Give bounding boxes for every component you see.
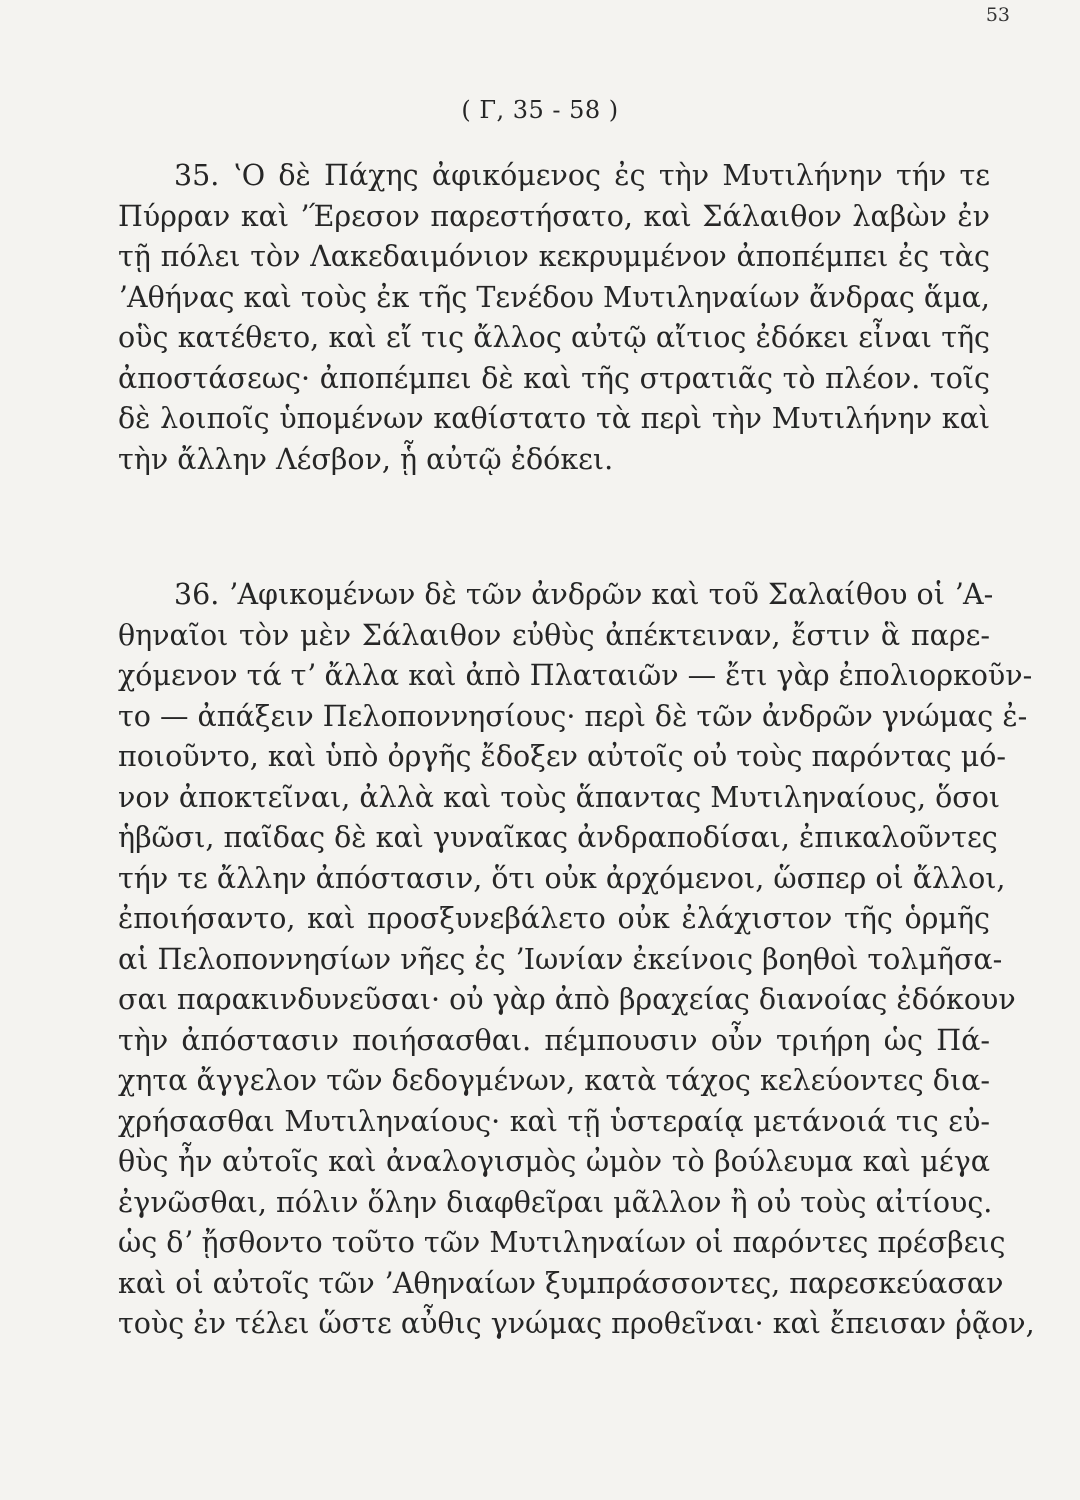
- text-line: νον ἀποκτεῖναι, ἀλλὰ καὶ τοὺς ἅπαντας Μυτιληναίους, ὅσοι: [118, 780, 1001, 814]
- text-line: ʼΑθήνας καὶ τοὺς ἐκ τῆς Τενέδου Μυτιληναίων ἄνδρας ἅμα,: [118, 280, 990, 314]
- text-line: ἀποστάσεως· ἀποπέμπει δὲ καὶ τῆς στρατιᾶς τὸ πλέον. τοῖς: [118, 361, 990, 395]
- text-line: θηναῖοι τὸν μὲν Σάλαιθον εὐθὺς ἀπέκτειναν, ἔστιν ἃ παρε-: [118, 618, 990, 652]
- text-line: καὶ οἱ αὐτοῖς τῶν ʼΑθηναίων ξυμπράσσοντες, παρεσκεύασαν: [118, 1266, 1004, 1300]
- text-line: το — ἀπάξειν Πελοποννησίους· περὶ δὲ τῶν ἀνδρῶν γνώμας ἐ-: [118, 699, 1028, 733]
- text-line: αἱ Πελοποννησίων νῆες ἐς ʼΙωνίαν ἐκείνοις βοηθοὶ τολμῆσα-: [118, 942, 1003, 976]
- text-line: τῇ πόλει τὸν Λακεδαιμόνιον κεκρυμμένον ἀποπέμπει ἐς τὰς: [118, 240, 990, 273]
- text-line: ἐποιήσαντο, καὶ προσξυνεβάλετο οὐκ ἐλάχιστον τῆς ὁρμῆς: [118, 902, 990, 935]
- text-line: χρήσασθαι Μυτιληναίους· καὶ τῇ ὑστεραίᾳ μετάνοιά τις εὐ-: [118, 1104, 990, 1138]
- text-line: δὲ λοιποῖς ὑπομένων καθίστατο τὰ περὶ τὴν Μυτιλήνην καὶ: [118, 402, 990, 435]
- text-line: τήν τε ἄλλην ἀπόστασιν, ὅτι οὐκ ἀρχόμενοι, ὥσπερ οἱ ἄλλοι,: [118, 861, 1006, 895]
- text-line: Πύρραν καὶ ʼΈρεσον παρεστήσατο, καὶ Σάλαιθον λαβὼν ἐν: [118, 199, 990, 233]
- page-number: 53: [985, 4, 1010, 26]
- text-line: σαι παρακινδυνεῦσαι· οὐ γὰρ ἀπὸ βραχείας διανοίας ἐδόκουν: [118, 983, 1016, 1016]
- text-line: τοὺς ἐν τέλει ὥστε αὖθις γνώμας προθεῖναι· καὶ ἔπεισαν ῥᾷον,: [118, 1307, 1035, 1340]
- text-line: ἐγνῶσθαι, πόλιν ὅλην διαφθεῖραι μᾶλλον ἢ οὐ τοὺς αἰτίους.: [118, 1185, 993, 1219]
- text-line: 36. ʼΑφικομένων δὲ τῶν ἀνδρῶν καὶ τοῦ Σαλαίθου οἱ ʼΑ-: [174, 578, 994, 611]
- text-line: τὴν ἀπόστασιν ποιήσασθαι. πέμπουσιν οὖν τριήρη ὡς Πά-: [118, 1023, 990, 1057]
- text-line: ὡς δʼ ᾔσθοντο τοῦτο τῶν Μυτιληναίων οἱ παρόντες πρέσβεις: [118, 1226, 1006, 1259]
- text-line: θὺς ἦν αὐτοῖς καὶ ἀναλογισμὸς ὠμὸν τὸ βούλευμα καὶ μέγα: [118, 1145, 990, 1178]
- text-line: 35. ʽΟ δὲ Πάχης ἀφικόμενος ἐς τὴν Μυτιλήνην τήν τε: [174, 159, 990, 192]
- section-reference: ( Γ, 35 - 58 ): [461, 96, 619, 124]
- text-line: χόμενον τά τʼ ἄλλα καὶ ἀπὸ Πλαταιῶν — ἔτι γὰρ ἐπολιορκοῦν-: [118, 659, 1033, 692]
- paragraph-35: [118, 156, 990, 480]
- text-line: ποιοῦντο, καὶ ὑπὸ ὀργῆς ἔδοξεν αὐτοῖς οὐ τοὺς παρόντας μό-: [118, 740, 1007, 773]
- paragraph-36: [118, 575, 1035, 1345]
- text-line: χητα ἄγγελον τῶν δεδογμένων, κατὰ τάχος κελεύοντες δια-: [118, 1064, 990, 1097]
- text-line: τὴν ἄλλην Λέσβον, ᾗ αὐτῷ ἐδόκει.: [118, 442, 614, 476]
- text-line: οὓς κατέθετο, καὶ εἴ τις ἄλλος αὐτῷ αἴτιος ἐδόκει εἶναι τῆς: [118, 321, 990, 354]
- text-line: ἡβῶσι, παῖδας δὲ καὶ γυναῖκας ἀνδραποδίσαι, ἐπικαλοῦντες: [118, 821, 998, 854]
